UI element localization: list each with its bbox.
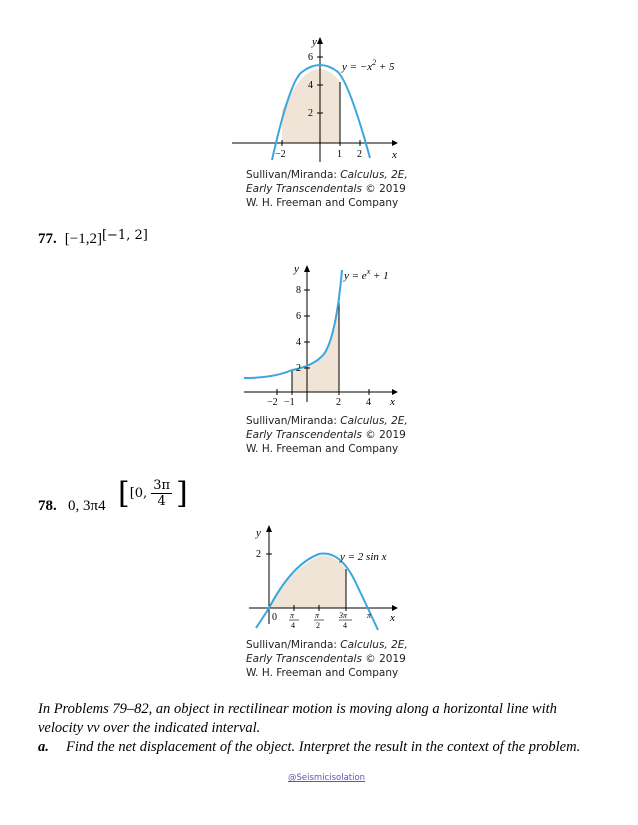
x-tick-label: π bbox=[315, 611, 320, 620]
y-tick-label: 2 bbox=[256, 549, 261, 560]
sine-graph bbox=[244, 524, 414, 636]
x-tick-label: 2 bbox=[316, 621, 320, 630]
problem-number: 77. bbox=[38, 231, 57, 247]
x-tick-label: −2 bbox=[275, 149, 286, 160]
figure-exponential bbox=[244, 262, 414, 410]
x-tick-label: 1 bbox=[337, 149, 342, 160]
curve-equation: $y = -x^2 + 5$ bbox=[342, 58, 395, 73]
x-tick-label: 3π bbox=[339, 611, 348, 620]
y-axis-label: y bbox=[256, 527, 261, 539]
figure-credit: Sullivan/Miranda: Calculus, 2E, Early Transcendentals © 2019 W. H. Freeman and Company bbox=[246, 639, 408, 679]
x-tick-label: 4 bbox=[291, 621, 295, 630]
x-tick-label: 2 bbox=[357, 149, 362, 160]
y-axis-label: y bbox=[312, 36, 317, 48]
y-tick-label: 4 bbox=[308, 80, 313, 91]
y-tick-label: 2 bbox=[296, 363, 301, 374]
exponential-graph bbox=[244, 262, 414, 410]
x-tick-label: 2 bbox=[336, 397, 341, 408]
x-axis-label: x bbox=[390, 396, 395, 408]
item-text: Find the net displacement of the object. Interpret the result in the context of the problem. bbox=[66, 739, 581, 755]
y-tick-label: 6 bbox=[296, 311, 301, 322]
problem-interval-math: [−1, 2] bbox=[101, 228, 148, 243]
x-axis-label: x bbox=[390, 612, 395, 624]
item-label: a. bbox=[38, 739, 49, 755]
figure-credit: Sullivan/Miranda: Calculus, 2E, Early Transcendentals © 2019 W. H. Freeman and Company bbox=[246, 169, 408, 209]
y-tick-label: 6 bbox=[308, 52, 313, 63]
problem-number: 78. bbox=[38, 498, 57, 514]
y-tick-label: 8 bbox=[296, 285, 301, 296]
problem-interval-text: [−1,2] bbox=[64, 231, 102, 247]
x-axis-label: x bbox=[392, 149, 397, 161]
figure-sine bbox=[244, 524, 414, 636]
instruction-paragraph: In Problems 79–82, an object in rectilinear motion is moving along a horizontal line with velocity vv over the indicated interval. bbox=[38, 701, 557, 736]
y-axis-label: y bbox=[294, 263, 299, 275]
y-tick-label: 4 bbox=[296, 337, 301, 348]
problem-77 bbox=[38, 228, 148, 248]
x-tick-label: π bbox=[290, 611, 295, 620]
x-tick-label: −2 bbox=[267, 397, 278, 408]
shaded-area bbox=[269, 555, 346, 608]
curve-equation: $y = e^x + 1$ bbox=[344, 267, 389, 282]
parabola-graph bbox=[232, 30, 412, 165]
x-tick-label: π bbox=[367, 611, 372, 620]
figure-credit: Sullivan/Miranda: Calculus, 2E, Early Transcendentals © 2019 W. H. Freeman and Company bbox=[246, 415, 408, 455]
problem-interval-math: [ [0, 3π 4 ] bbox=[118, 475, 188, 511]
y-tick-label: 2 bbox=[308, 108, 313, 119]
problem-interval-text: 0, 3π4 bbox=[68, 498, 106, 514]
x-tick-label: −1 bbox=[284, 397, 295, 408]
question-item-a bbox=[38, 738, 598, 757]
figure-parabola bbox=[232, 30, 412, 165]
x-tick-label: 4 bbox=[366, 397, 371, 408]
x-tick-label: 0 bbox=[272, 612, 277, 623]
curve-equation: y = 2 sin x bbox=[340, 551, 387, 563]
x-tick-label: 4 bbox=[343, 621, 347, 630]
watermark[interactable]: @Seismicisolation bbox=[288, 773, 366, 783]
